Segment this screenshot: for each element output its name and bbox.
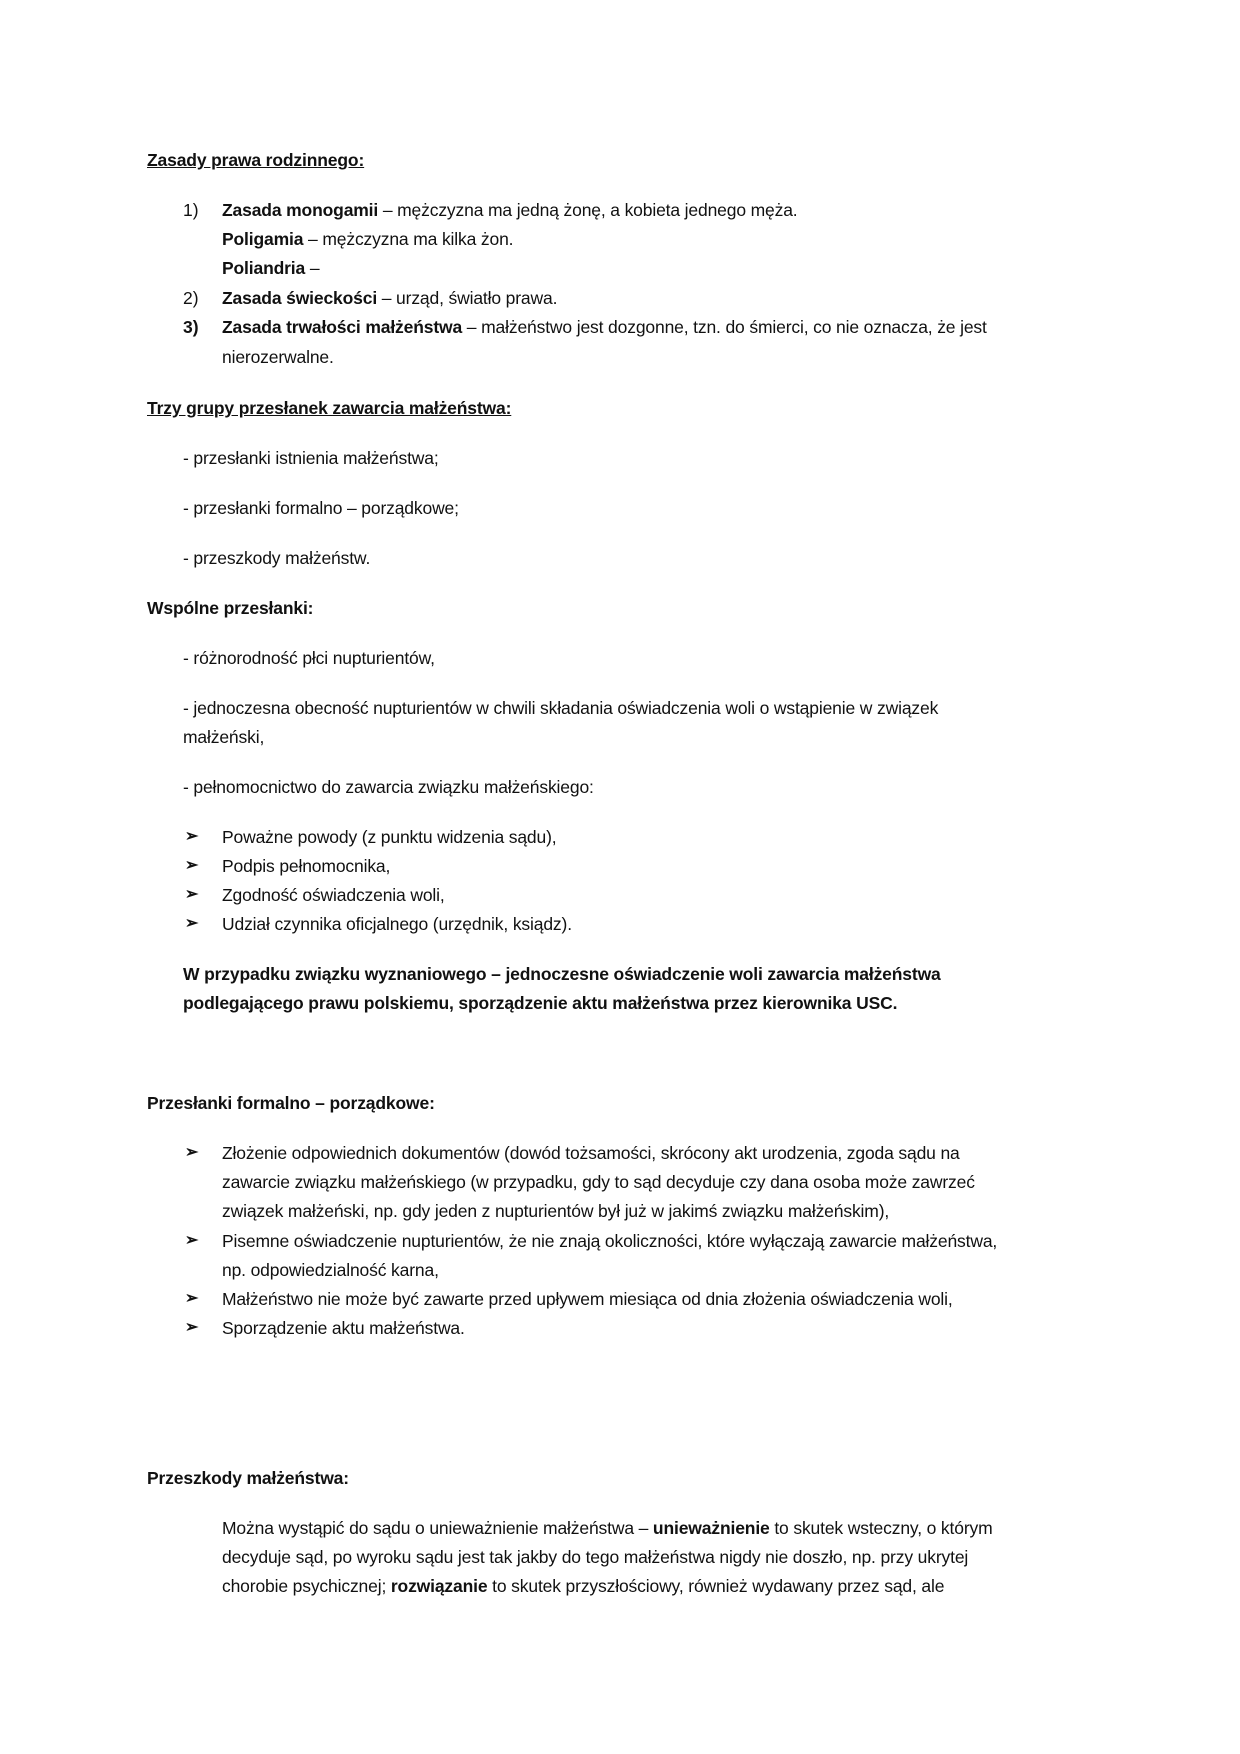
term: Zasada świeckości	[222, 288, 378, 308]
list-item: - przesłanki istnienia małżeństwa;	[183, 448, 439, 468]
bullet-item: Małżeństwo nie może być zawarte przed upływem miesiąca od dnia złożenia oświadczenia woli,	[222, 1289, 953, 1309]
definition: – mężczyzna ma jedną żonę, a kobieta jednego męża.	[378, 200, 798, 220]
list-number: 3)	[183, 317, 199, 337]
term: unieważnienie	[652, 1518, 770, 1538]
term: Poliandria	[222, 258, 306, 278]
text: chorobie psychicznej;	[222, 1576, 391, 1596]
paragraph-line: decyduje sąd, po wyroku sądu jest tak jakby do tego małżeństwa nigdy nie doszło, np. przy ukrytej	[222, 1547, 969, 1567]
list-item	[222, 227, 513, 251]
list-item	[222, 315, 987, 339]
list-item: - przeszkody małżeństw.	[183, 548, 371, 568]
term: Poligamia	[222, 229, 304, 249]
arrow-bullet-icon: ➢	[185, 857, 199, 874]
bullet-item-continuation: zawarcie związku małżeńskiego (w przypadku, gdy to sąd decyduje czy dana osoba może zawrzeć	[222, 1172, 975, 1192]
bullet-item: Udział czynnika oficjalnego (urzędnik, ksiądz).	[222, 914, 572, 934]
bullet-item-continuation: związek małżeński, np. gdy jeden z nupturientów był już w jakimś związku małżeńskim),	[222, 1201, 890, 1221]
list-item: - przesłanki formalno – porządkowe;	[183, 498, 459, 518]
arrow-bullet-icon: ➢	[185, 1290, 199, 1307]
bullet-item: Pisemne oświadczenie nupturientów, że nie znają okoliczności, które wyłączają zawarcie małżeństwa,	[222, 1231, 998, 1251]
term: Zasada trwałości małżeństwa	[222, 317, 463, 337]
section-heading-groups: Trzy grupy przesłanek zawarcia małżeństwa:	[147, 398, 512, 418]
paragraph-line	[222, 1574, 944, 1598]
list-item	[222, 286, 557, 310]
arrow-bullet-icon: ➢	[185, 886, 199, 903]
text: to skutek przyszłościowy, również wydawany przez sąd, ale	[487, 1576, 945, 1596]
definition: – małżeństwo jest dozgonne, tzn. do śmierci, co nie oznacza, że jest	[462, 317, 987, 337]
list-item: - różnorodność płci nupturientów,	[183, 648, 435, 668]
term: rozwiązanie	[390, 1576, 488, 1596]
paragraph-line	[222, 1516, 993, 1540]
arrow-bullet-icon: ➢	[185, 1319, 199, 1336]
arrow-bullet-icon: ➢	[185, 1232, 199, 1249]
bullet-item: Złożenie odpowiednich dokumentów (dowód tożsamości, skrócony akt urodzenia, zgoda sądu na	[222, 1143, 960, 1163]
definition: –	[305, 258, 320, 278]
section-heading-common: Wspólne przesłanki:	[147, 598, 314, 618]
list-number: 2)	[183, 288, 199, 308]
arrow-bullet-icon: ➢	[185, 1144, 199, 1161]
definition: – urząd, światło prawa.	[377, 288, 558, 308]
section-heading-formal: Przesłanki formalno – porządkowe:	[147, 1093, 435, 1113]
list-number: 1)	[183, 200, 199, 220]
bullet-item: Zgodność oświadczenia woli,	[222, 885, 445, 905]
note-paragraph: podlegającego prawu polskiemu, sporządzenie aktu małżeństwa przez kierownika USC.	[183, 993, 898, 1013]
list-item-continuation: nierozerwalne.	[222, 347, 334, 367]
list-item	[222, 198, 798, 222]
bullet-item-continuation: np. odpowiedzialność karna,	[222, 1260, 439, 1280]
arrow-bullet-icon: ➢	[185, 915, 199, 932]
term: Zasada monogamii	[222, 200, 379, 220]
section-heading-impediments: Przeszkody małżeństwa:	[147, 1468, 349, 1488]
list-item: - jednoczesna obecność nupturientów w chwili składania oświadczenia woli o wstąpienie w związek	[183, 698, 939, 718]
text: Można wystąpić do sądu o unieważnienie małżeństwa –	[222, 1518, 653, 1538]
bullet-item: Podpis pełnomocnika,	[222, 856, 391, 876]
bullet-item: Sporządzenie aktu małżeństwa.	[222, 1318, 465, 1338]
bullet-item: Poważne powody (z punktu widzenia sądu),	[222, 827, 557, 847]
list-item	[222, 256, 319, 280]
note-paragraph: W przypadku związku wyznaniowego – jednoczesne oświadczenie woli zawarcia małżeństwa	[183, 964, 941, 984]
list-item-continuation: małżeński,	[183, 727, 265, 747]
definition: – mężczyzna ma kilka żon.	[303, 229, 514, 249]
section-heading-principles: Zasady prawa rodzinnego:	[147, 150, 365, 170]
list-item: - pełnomocnictwo do zawarcia związku małżeńskiego:	[183, 777, 594, 797]
text: to skutek wsteczny, o którym	[769, 1518, 993, 1538]
arrow-bullet-icon: ➢	[185, 828, 199, 845]
